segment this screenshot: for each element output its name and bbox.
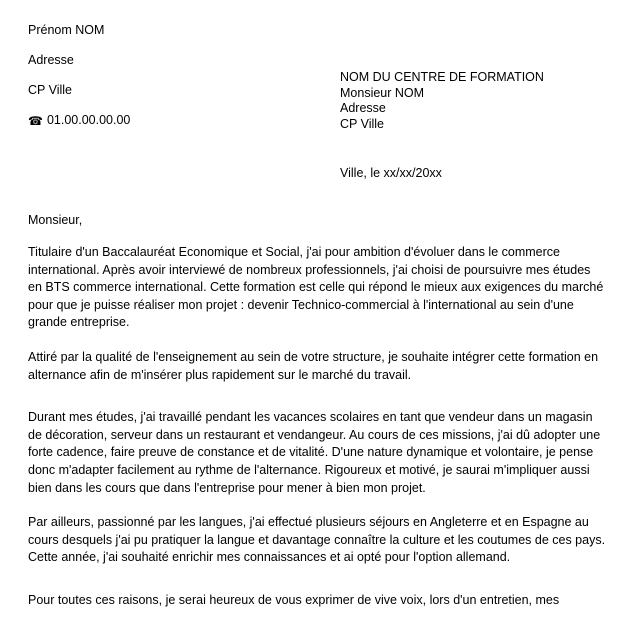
place-and-date: Ville, le xx/xx/20xx: [340, 166, 442, 180]
paragraph: Attiré par la qualité de l'enseignement au sein de votre structure, je souhaite intégrer cette formation en alternance afin de m'insérer plus rapidement sur le marché du travail.: [28, 349, 599, 382]
paragraph: Durant mes études, j'ai travaillé pendant les vacances scolaires en tant que vendeur dans un magasin de décoration, serveur dans un restaurant et vendangeur. Au cours de ces missions, j'ai dû adopter une forte cadence, faire preuve de constance et de vitalité. D'une nature dynamique et volontaire, je pense donc m'adapter facilement au rythme de l'alternance. Rigoureux et motivé, je saurai m'impliquer aussi bien dans les cours que dans l'entreprise pour mener à bien mon projet.: [28, 410, 601, 495]
paragraph: Pour toutes ces raisons, je serai heureux de vous exprimer de vive voix, lors d'un entretien, mes: [28, 592, 560, 607]
recipient-address: Adresse: [340, 101, 386, 115]
paragraph: Par ailleurs, passionné par les langues, j'ai effectué plusieurs séjours en Angleterre et en Espagne au cours desquels j'ai pu pratiquer la langue et davantage connaître la culture et les coutumes de ces pays. Cette année, j'ai souhaité enrichir mes connaissances et ai opté pour l'option allemand.: [28, 515, 606, 565]
sender-city: CP Ville: [28, 83, 73, 97]
sender-phone: 01.00.00.00.00: [46, 113, 131, 127]
telephone-icon: ☎: [28, 113, 43, 128]
salutation: Monsieur,: [28, 213, 83, 227]
sender-name: Prénom NOM: [28, 23, 105, 37]
sender-phone-line: [28, 113, 130, 128]
recipient-city: CP Ville: [340, 116, 385, 131]
recipient-organization: NOM DU CENTRE DE FORMATION: [340, 70, 544, 84]
recipient-block: [340, 70, 544, 132]
sender-address: Adresse: [28, 53, 74, 67]
sender-block: [28, 8, 130, 143]
recipient-contact: Monsieur NOM: [340, 85, 425, 100]
letter-body: [28, 244, 606, 610]
paragraph: Titulaire d'un Baccalauréat Economique et Social, j'ai pour ambition d'évoluer dans le commerce international. Après avoir interviewé de nombreux professionnels, j'ai choisi de poursuivre mes études en BTS commerce international. Cette formation est celle qui répond le mieux aux exigences du marché pour que je puisse réaliser mon projet : devenir Technico-commercial à l'international au sein d'une grande entreprise.: [28, 245, 604, 330]
